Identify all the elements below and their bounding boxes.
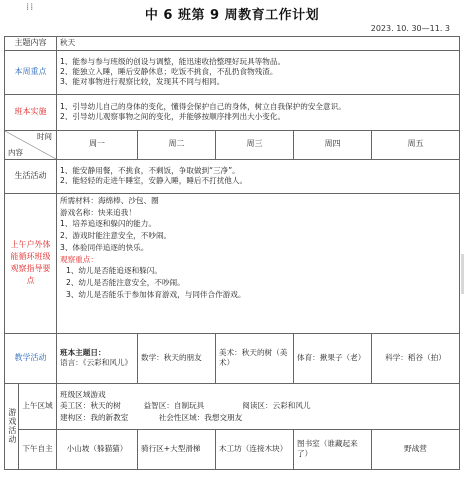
drag-handle-icon[interactable]: ⁞⁞ xyxy=(26,2,35,13)
game-label xyxy=(5,383,19,469)
class-practice-item: 2、引导幼儿观察事物之间的变化，并能够按顺序排列出大小变化。 xyxy=(60,112,286,122)
observation-heading: 观察重点： xyxy=(60,254,98,264)
game-am-heading: 班级区域游戏 xyxy=(60,389,106,399)
game-am-content xyxy=(57,383,460,429)
teaching-label: 教学活动 xyxy=(5,333,57,383)
weekly-focus-item: 2、能独立入睡，睡后安静休息；吃饭不挑食，不乱扔食物残渣。 xyxy=(60,67,278,77)
outdoor-goal: 3、体验同伴追逐的快乐。 xyxy=(60,242,149,252)
game-am-area: 美工区：秋天的树 益智区：自制玩具 阅读区：云彩和风儿 xyxy=(60,401,311,411)
observation-item: 3、幼儿是否能乐于参加体育游戏，与同伴合作游戏。 xyxy=(66,289,246,299)
day-header-fri: 周五 xyxy=(372,130,460,159)
class-practice-item: 1、引导幼儿自己的身体的变化，懂得会保护自己的身体，树立自我保护的安全意识。 xyxy=(60,102,346,112)
date-range: 2023. 10. 30—11. 3 xyxy=(370,24,450,33)
teaching-fri: 科学：稻谷（拍） xyxy=(372,333,460,383)
game-label-text: 游戏活动 xyxy=(7,408,17,445)
day-header-mon: 周一 xyxy=(57,130,138,159)
observation-item: 1、幼儿是否能追逐和躲闪。 xyxy=(66,266,162,276)
game-am-area: 建构区：我的新教室 社会性区域：我想交朋友 xyxy=(60,413,243,423)
plan-table xyxy=(4,36,460,470)
observation-item: 2、幼儿是否能注意安全，不吵闹。 xyxy=(66,278,185,288)
weekly-focus-row xyxy=(5,50,460,94)
life-activity-item: 1、能安静用餐，不挑食，不剩饭，争取做到“三净”。 xyxy=(60,166,240,176)
outdoor-goal: 1、培养追逐和躲闪的能力。 xyxy=(60,219,156,229)
life-activity-label: 生活活动 xyxy=(5,159,57,193)
class-practice-label: 班本实施 xyxy=(5,94,57,130)
life-activity-item: 2、能轻轻的走进午睡室，安静入睡，睡后不打扰他人。 xyxy=(60,176,248,186)
page-title: 中 6 班第 9 周教育工作计划 xyxy=(144,8,320,23)
game-pm-tue: 骑行区+大型滑梯 xyxy=(138,429,216,469)
game-am-row xyxy=(5,383,460,429)
teaching-mon xyxy=(57,333,138,383)
outdoor-content xyxy=(57,193,460,333)
game-am-label: 上午区域 xyxy=(19,383,57,429)
game-pm-label: 下午自主 xyxy=(19,429,57,469)
time-label: 时间 xyxy=(37,131,52,141)
teaching-wed: 美术：秋天的树（美术） xyxy=(216,333,294,383)
class-practice-content xyxy=(57,94,460,130)
outdoor-materials: 所需材料：海绵棒、沙包、圈 xyxy=(60,195,159,205)
life-activity-content xyxy=(57,159,460,193)
class-practice-row xyxy=(5,94,460,130)
theme-value: 秋天 xyxy=(57,37,460,51)
life-activity-row xyxy=(5,159,460,193)
content-label: 内容 xyxy=(8,147,23,157)
outdoor-label: 上午户外体能循环班级观察指导要点 xyxy=(5,193,57,333)
outdoor-goal: 2、游戏时能注意安全，不吵闹。 xyxy=(60,231,172,241)
day-header-tue: 周二 xyxy=(138,130,216,159)
outdoor-row xyxy=(5,193,460,333)
weekly-focus-item: 1、能参与参与班级的创设与调整，能迅速收拾整理好玩具等物品。 xyxy=(60,56,286,66)
teaching-tue: 数学：秋天的朋友 xyxy=(138,333,216,383)
time-header-row xyxy=(5,130,460,159)
theme-day-title: 班本主题日： xyxy=(60,348,106,358)
weekly-focus-label: 本周重点 xyxy=(5,50,57,94)
game-pm-mon: 小山坡（躲猫猫） xyxy=(57,429,138,469)
day-header-thu: 周四 xyxy=(294,130,372,159)
game-pm-row xyxy=(5,429,460,469)
weekly-focus-content xyxy=(57,50,460,94)
teaching-thu: 体育：揪果子（老） xyxy=(294,333,372,383)
teaching-row xyxy=(5,333,460,383)
game-pm-fri: 野战营 xyxy=(372,429,460,469)
teaching-mon-text: 语言：《云彩和风儿》 xyxy=(60,358,133,368)
diagonal-header-cell xyxy=(5,130,57,159)
outdoor-game-name: 游戏名称：快来追我！ xyxy=(60,207,136,217)
game-pm-thu: 图书室（谁藏起来了） xyxy=(294,429,372,469)
theme-row xyxy=(5,37,460,51)
weekly-focus-item: 3、能对事物进行观察比较，发现其不同与相同。 xyxy=(60,77,225,87)
game-pm-wed: 木工坊（连接木块） xyxy=(216,429,294,469)
theme-label: 主题内容 xyxy=(5,37,57,51)
day-header-wed: 周三 xyxy=(216,130,294,159)
